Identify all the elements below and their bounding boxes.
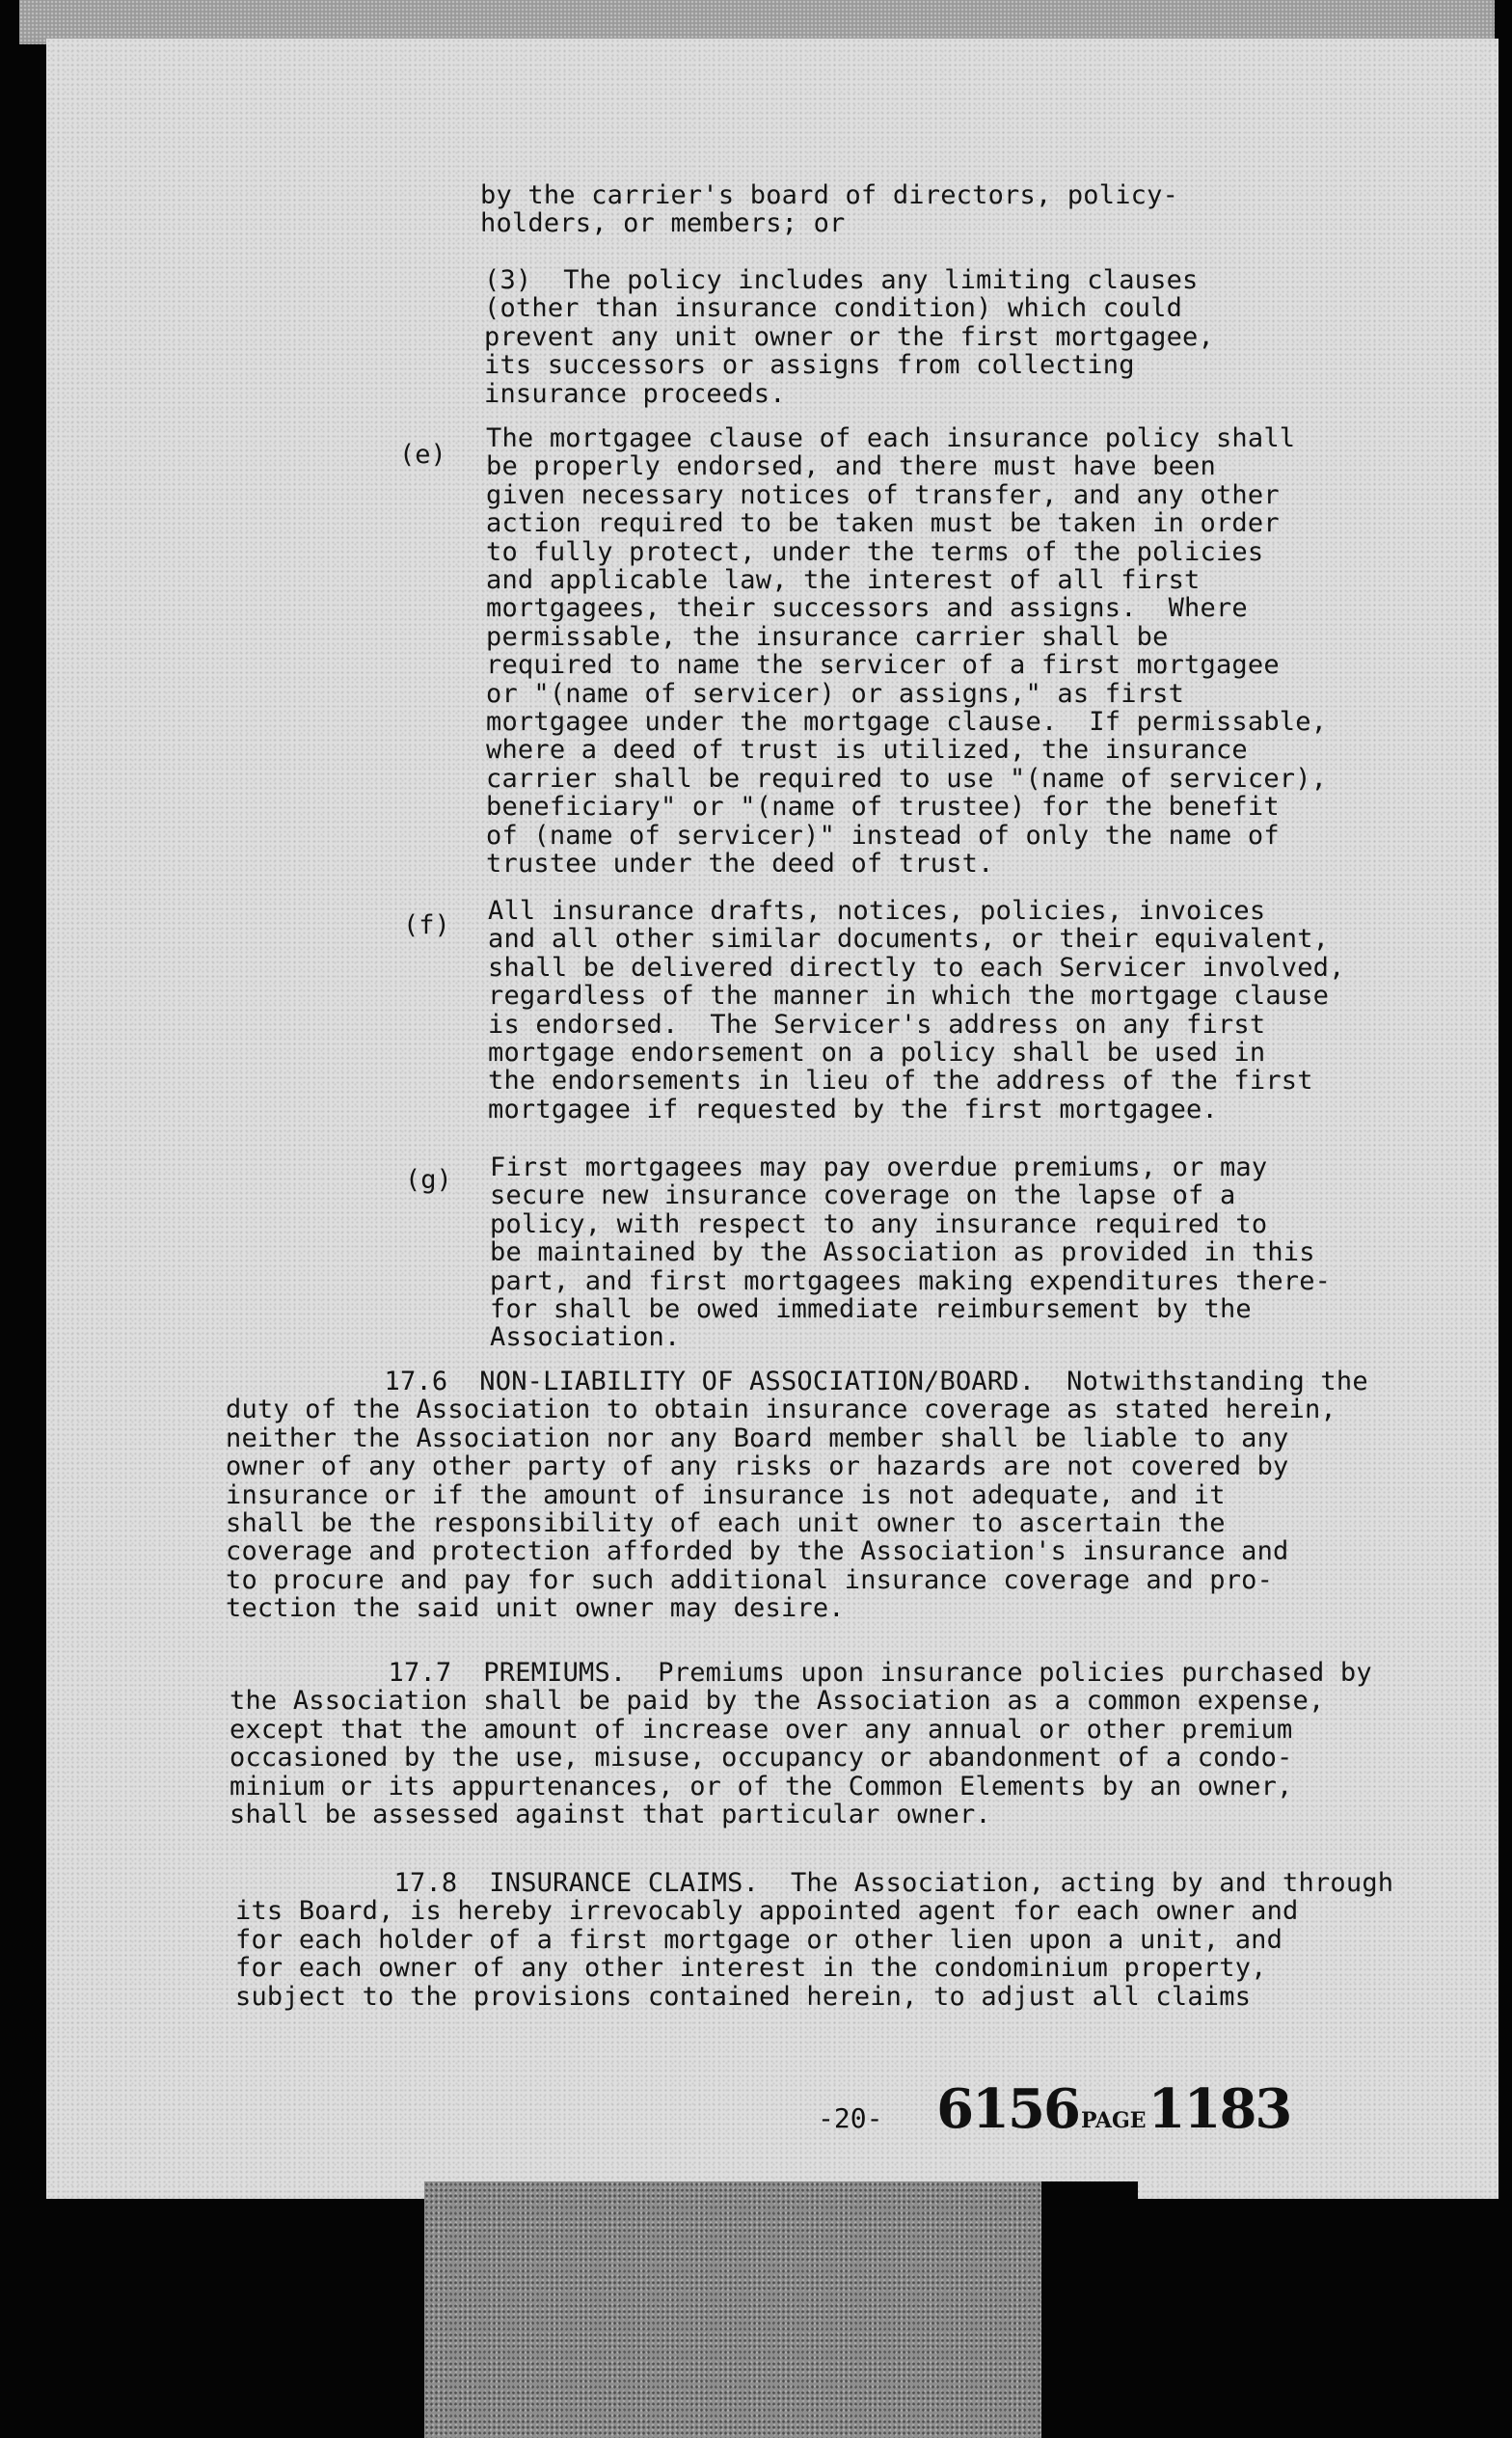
carryover-text: by the carrier's board of directors, policy- holders, or members; or — [480, 180, 1179, 239]
page-footer — [818, 2077, 1290, 2141]
para-e-label: (e) — [399, 440, 446, 470]
section-17-8: 17.8 INSURANCE CLAIMS. The Association, acting by and through its Board, is hereby irrevocably appointed agent for each owner and for each holder of a first mortgage or other lien upon a unit, and for each owner of any other interest in the condominium property, subject to the provisions contained herein, to adjust all claims — [235, 1868, 1394, 2012]
book-page-stamp — [936, 2077, 1290, 2141]
page-number: -20- — [818, 2102, 883, 2134]
clause-3-text: (3) The policy includes any limiting clauses (other than insurance condition) which could prevent any unit owner or the first mortgagee, its successors or assigns from collecting insurance proceeds. — [484, 265, 1214, 409]
para-g-text: First mortgagees may pay overdue premiums, or may secure new insurance coverage on the lapse of a policy, with respect to any insurance required to be maintained by the Association as provided in this part, and first mortgagees making expenditures there- for shall be owed immediate reimbursement by the Association. — [490, 1152, 1332, 1353]
book-number: 6156 — [936, 2077, 1079, 2141]
para-g-label: (g) — [405, 1165, 452, 1195]
scan-bottom-strip — [424, 2181, 1138, 2438]
para-e-text: The mortgagee clause of each insurance policy shall be properly endorsed, and there must have been given necessary notices of transfer, and any other action required to be taken must be taken in order to fully protect, under the terms of the policies and applicable law, the interest of all first mortgagees, their successors and assigns. Where permissable, the insurance carrier shall be required to name the servicer of a first mortgagee or "(name of servicer) or assigns," as first mortgagee under the mortgage clause. If permissable, where a deed of trust is utilized, the insurance carrier shall be required to use "(name of servicer), beneficiary" or "(name of trustee) for the benefit of (name of servicer)" instead of only the name of trustee under the deed of trust. — [486, 423, 1328, 880]
book-page-number: 1183 — [1148, 2077, 1291, 2141]
section-17-7: 17.7 PREMIUMS. Premiums upon insurance policies purchased by the Association shall be paid by the Association as a common expense, except that the amount of increase over any annual or other premium occasioned by the use, misuse, occupancy or abandonment of a condo- minium or its appurtenances, or of the Common Elements by an owner, shall be assessed against that particular owner. — [230, 1658, 1372, 1830]
book-stamp-separator: PAGE — [1080, 2108, 1147, 2133]
para-f-text: All insurance drafts, notices, policies, invoices and all other similar documents, or their equivalent, shall be delivered directly to each Servicer involved, regardless of the manner in which the mortgage clause is endorsed. The Servicer's address on any first mortgage endorsement on a policy shall be used in the endorsements in lieu of the address of the first mortgagee if requested by the first mortgagee. — [488, 896, 1345, 1124]
para-f-label: (f) — [403, 910, 450, 940]
document-page — [46, 39, 1498, 2199]
section-17-6: 17.6 NON-LIABILITY OF ASSOCIATION/BOARD. Notwithstanding the duty of the Association to obtain insurance coverage as stated herein, neither the Association nor any Board member shall be liable to any owner of any other party of any risks or hazards are not covered by insurance or if the amount of insurance is not adequate, and it shall be the responsibility of each unit owner to ascertain the coverage and protection afforded by the Association's insurance and to procure and pay for such additional insurance coverage and pro- tection the said unit owner may desire. — [226, 1367, 1368, 1624]
scan-dark-bar — [1041, 2181, 1138, 2438]
